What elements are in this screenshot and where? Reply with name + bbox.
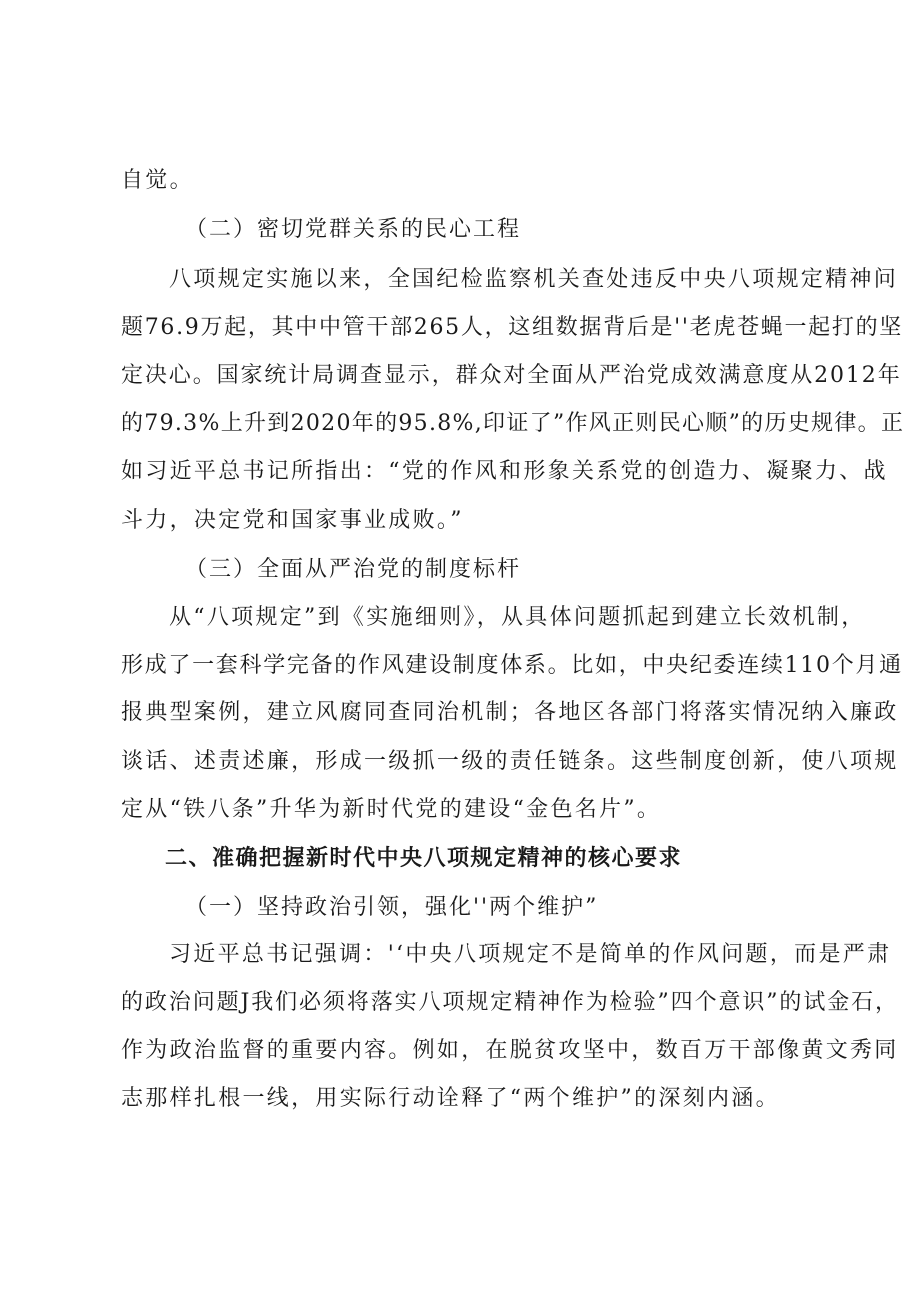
paragraph-line: 志那样扎根一线，用实际行动诠释了“两个维护”的深刻内涵。: [121, 1086, 780, 1111]
paragraph-line: 斗力，决定党和国家事业成败。”: [121, 508, 464, 533]
chapter-heading-2: 二、准确把握新时代中央八项规定精神的核心要求: [165, 846, 683, 871]
paragraph-line: 如习近平总书记所指出：“党的作风和形象关系党的创造力、凝聚力、战: [121, 459, 888, 484]
paragraph-line: 形成了一套科学完备的作风建设制度体系。比如，中央纪委连续110个月通: [121, 653, 903, 678]
paragraph-line: 习近平总书记强调：'‘中央八项规定不是简单的作风问题，而是严肃: [169, 942, 892, 967]
section-heading-1-2: （二）密切党群关系的民心工程: [185, 217, 522, 242]
section-heading-2-1: （一）坚持政治引领，强化''两个维护”: [185, 895, 599, 920]
paragraph-line: 的79.3%上升到2020年的95.8%,印证了”作风正则民心顺”的历史规律。正: [121, 411, 905, 436]
paragraph-line: 谈话、述责述廉，形成一级抓一级的责任链条。这些制度创新，使八项规: [121, 749, 899, 774]
paragraph-line: 定决心。国家统计局调查显示，群众对全面从严治党成效满意度从2012年: [121, 363, 902, 388]
section-heading-1-3: （三）全面从严治党的制度标杆: [185, 557, 522, 582]
paragraph-line: 作为政治监督的重要内容。例如，在脱贫攻坚中，数百万干部像黄文秀同: [121, 1038, 899, 1063]
paragraph-line: 从“八项规定”到《实施细则》，从具体问题抓起到建立长效机制，: [169, 605, 866, 630]
paragraph-line: 报典型案例，建立风腐同查同治机制；各地区各部门将落实情况纳入廉政: [121, 700, 899, 725]
paragraph-line: 定从“铁八条”升华为新时代党的建设“金色名片”。: [121, 797, 662, 822]
paragraph-line: 题76.9万起，其中中管干部265人，这组数据背后是''老虎苍蝇一起打的坚: [121, 315, 903, 340]
paragraph-line: 自觉。: [121, 168, 194, 193]
paragraph-line: 的政治问题J我们必须将落实八项规定精神作为检验”四个意识”的试金石，: [121, 990, 899, 1015]
paragraph-line: 八项规定实施以来，全国纪检监察机关查处违反中央八项规定精神问: [169, 267, 899, 292]
